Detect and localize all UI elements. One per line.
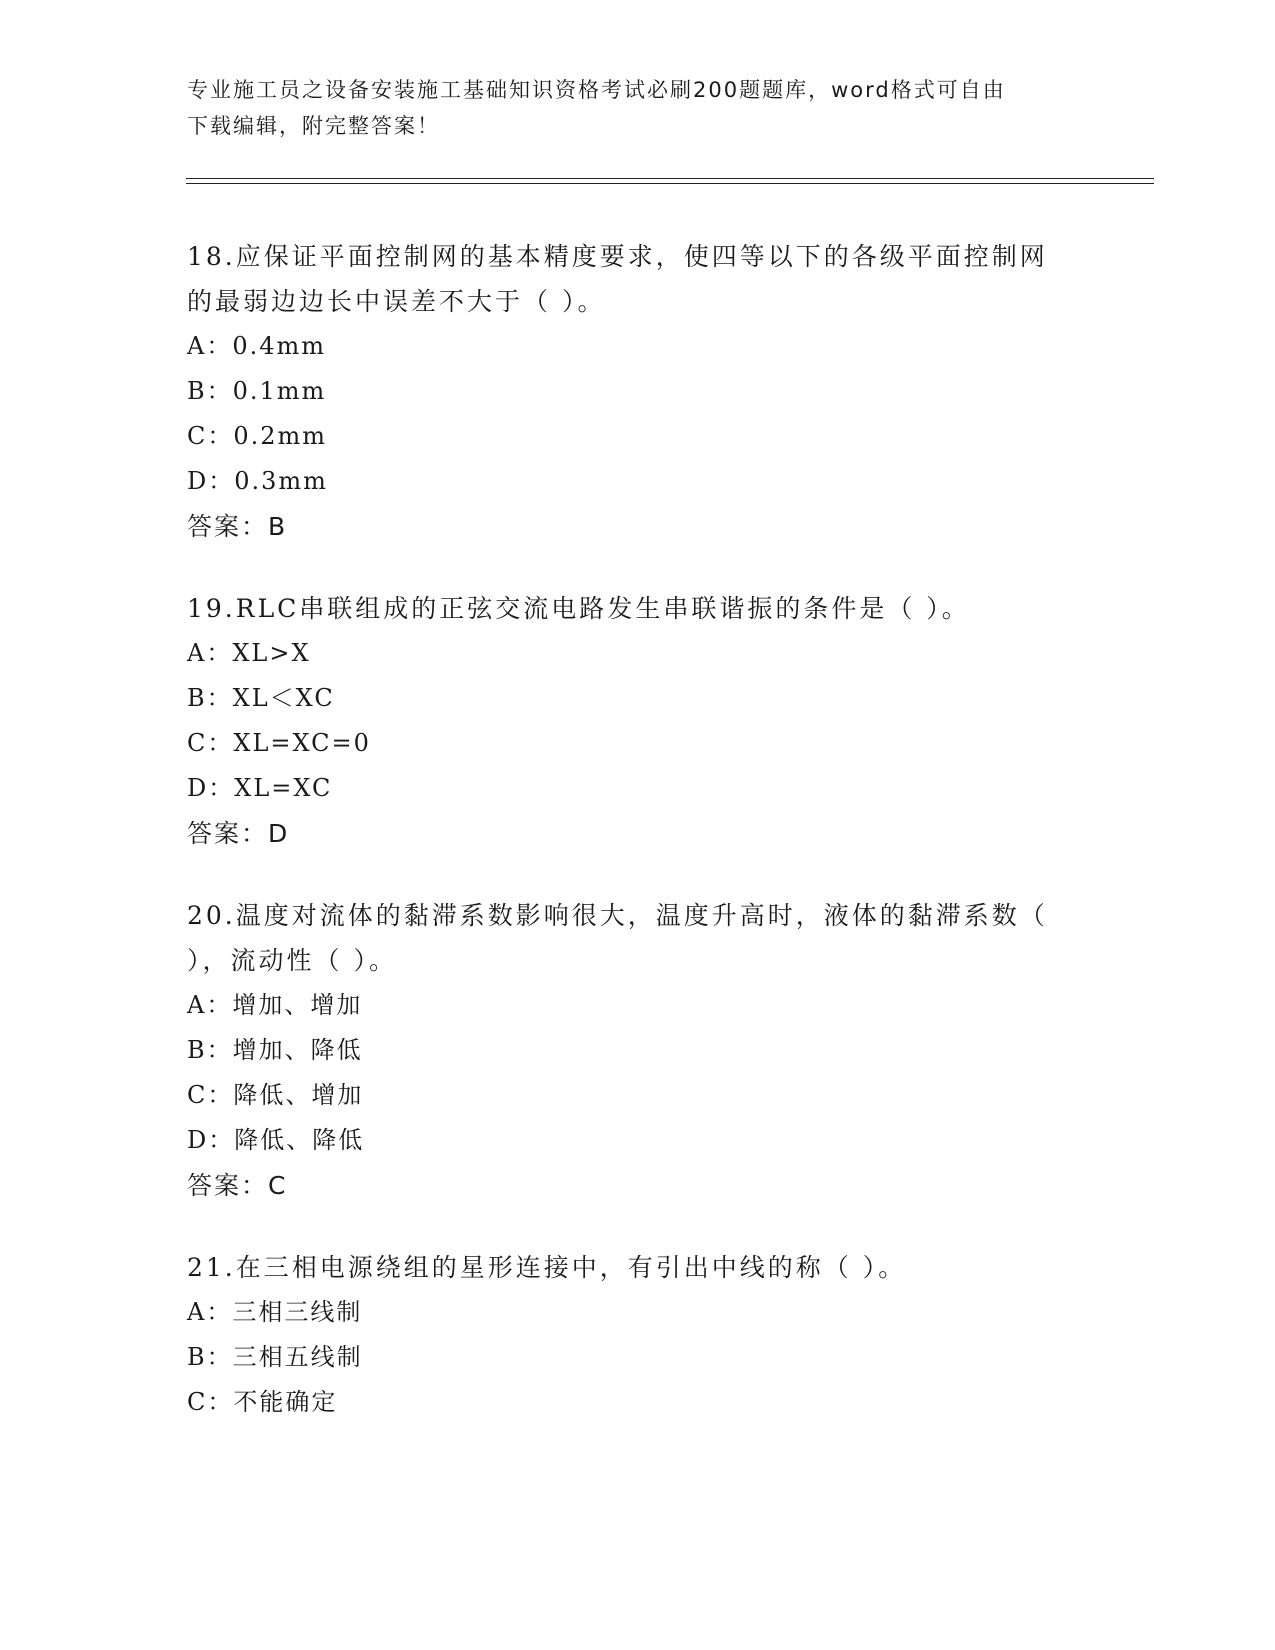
question-18: [187, 234, 1087, 549]
option-b: B：0.1mm: [187, 377, 327, 405]
answer-line: 答案：D: [187, 819, 290, 848]
question-stem-line: 21.在三相电源绕组的星形连接中，有引出中线的称（ ）。: [187, 1253, 907, 1282]
header-rule-bottom: [186, 183, 1154, 184]
option-d: D：0.3mm: [187, 467, 328, 495]
option-a: A：增加、增加: [187, 991, 363, 1019]
answer-line: 答案：B: [187, 512, 288, 541]
option-a: A：三相三线制: [187, 1298, 363, 1326]
option-b: B：增加、降低: [187, 1036, 363, 1064]
question-21: [187, 1245, 1087, 1425]
header-line-2: 下载编辑，附完整答案！: [187, 114, 440, 138]
document-header: [187, 72, 1067, 144]
option-b: B：三相五线制: [187, 1343, 363, 1371]
option-b: B：XL＜XC: [187, 684, 335, 712]
question-stem-line: ），流动性（ ）。: [187, 946, 397, 975]
header-line-1: 专业施工员之设备安装施工基础知识资格考试必刷200题题库，word格式可自由: [187, 78, 1006, 102]
option-c: C：0.2mm: [187, 422, 328, 450]
option-c: C：降低、增加: [187, 1081, 364, 1109]
question-stem-line: 19.RLC串联组成的正弦交流电路发生串联谐振的条件是（ ）。: [187, 594, 970, 623]
option-a: A：XL>X: [187, 639, 311, 667]
header-rule-top: [186, 178, 1154, 179]
option-a: A：0.4mm: [187, 332, 327, 360]
question-stem-line: 20.温度对流体的黏滞系数影响很大，温度升高时，液体的黏滞系数（: [187, 901, 1048, 930]
answer-line: 答案：C: [187, 1171, 288, 1200]
option-c: C：XL=XC=0: [187, 729, 371, 757]
question-stem-line: 的最弱边边长中误差不大于（ ）。: [187, 287, 606, 316]
question-20: [187, 893, 1087, 1208]
option-d: D：XL=XC: [187, 774, 333, 802]
option-c: C：不能确定: [187, 1388, 338, 1416]
question-list: [187, 234, 1087, 1462]
question-19: [187, 586, 1087, 856]
option-d: D：降低、降低: [187, 1126, 365, 1154]
question-stem-line: 18.应保证平面控制网的基本精度要求，使四等以下的各级平面控制网: [187, 242, 1048, 271]
